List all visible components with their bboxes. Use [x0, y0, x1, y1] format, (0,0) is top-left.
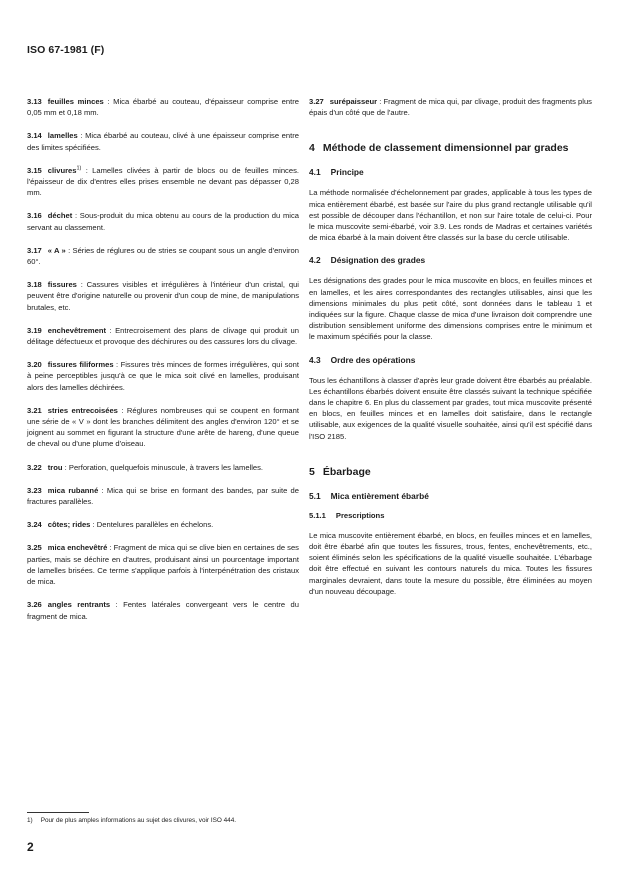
definition-entry: 3.17 « A » : Séries de réglures ou de stries se coupant sous un angle d'environ 60°. — [27, 245, 299, 267]
entry-term: enchevêtrement — [47, 325, 107, 335]
entry-text: Perforation, quelquefois minuscule, à travers les lamelles. — [68, 462, 264, 472]
entry-text: Mica qui se brise en formant des bandes, par suite de fractures parallèles. — [27, 485, 299, 507]
section-heading: 5 Ébarbage — [309, 465, 371, 478]
entry-term: mica rubanné — [47, 485, 99, 495]
entry-text: Lamelles clivées à partir de blocs ou de feuilles minces. l'épaisseur de dix d'entres elles prises ensemble ne devant pas dépasser 0,28 mm. — [27, 165, 299, 198]
entry-term: déchet — [47, 211, 73, 221]
page-number: 2 — [27, 840, 34, 854]
entry-text: Réglures nombreuses qui se coupent en formant une série de « V » dont les branches délimitent des angles d'environ 120° et se joignent au sommet en figurant la structure d'une arête de hareng, d'une queue de cheval ou d'une plume d'oiseau. — [27, 405, 299, 449]
entry-term: fissures filiformes — [47, 360, 114, 370]
definition-entry: 3.18 fissures : Cassures visibles et irrégulières à l'intérieur d'un cristal, qui peuvent être d'origine naturelle ou provenir d'un coup de mine, de manipulations brutales, etc. — [27, 280, 299, 312]
entry-text: Mica ébarbé au couteau, d'épaisseur comprise entre 0,05 mm et 0,18 mm. — [27, 97, 299, 118]
entry-text: Dentelures parallèles en échelons. — [96, 520, 214, 530]
right-column — [309, 96, 592, 609]
footnote-mark: 1) — [27, 817, 33, 824]
entry-term: clivures — [47, 165, 77, 175]
definition-entry: 3.20 fissures filiformes : Fissures très minces de formes irrégulières, qui sont à peine perceptibles jusqu'à ce que le mica soit clivé en lamelles, produisant alors des lamelles déchirées. — [27, 360, 299, 392]
entry-text: Séries de réglures ou de stries se coupant sous un angle d'environ 60°. — [27, 245, 299, 267]
entry-number: 3.19 — [27, 325, 42, 335]
entry-number: 3.20 — [27, 360, 42, 370]
entry-text: Mica ébarbé au couteau, clivé à une épaisseur comprise entre des limites spécifiées. — [27, 131, 299, 152]
entry-number: 3.13 — [27, 97, 42, 106]
entry-number: 3.24 — [27, 520, 42, 530]
entry-term: stries entrecoisées — [47, 405, 118, 415]
entry-number: 3.15 — [27, 165, 42, 175]
entry-number: 3.14 — [27, 131, 42, 141]
entry-number: 3.21 — [27, 405, 42, 415]
definition-entry: 3.19 enchevêtrement : Entrecroisement des plans de clivage qui produit un délitage défectueux et provoque des déchirures ou des cassures lors du clivage. — [27, 325, 299, 347]
definition-entry: 3.25 mica enchevêtré : Fragment de mica qui se clive bien en certaines de ses parties, mais se déchire en d'autres, produisant ainsi un pourcentage important de lamelles brisées. Ce terme s'applique parfois à l'interpénétration des cristaux de mica. — [27, 543, 299, 587]
entry-number: 3.25 — [27, 543, 42, 553]
entry-number: 3.23 — [27, 485, 42, 495]
subsection-heading: 5.1 Mica entièrement ébarbé — [309, 490, 429, 501]
document-id: ISO 67-1981 (F) — [27, 44, 105, 56]
entry-term: angles rentrants — [47, 600, 111, 610]
left-column — [27, 96, 299, 634]
definition-entry: 3.21 stries entrecoisées : Réglures nombreuses qui se coupent en formant une série de « V » dont les branches délimitent des angles d'environ 120° et se joignent au sommet en figurant la structure d'une arête de hareng, d'une queue de cheval ou d'une plume d'oiseau. — [27, 405, 299, 449]
paragraph: Les désignations des grades pour le mica muscovite en blocs, en feuilles minces et en lamelles, et les aires correspondantes des rectangles utilisables, ainsi que les dimensions minimales du plus petit côté, sont données dans le tableau 1 et indiquées sur la figure. Chaque classe de mica d'une livraison doit comprendre une distribution sensiblement uniforme des dimensions comprises entre le minimum et le maximum spécifiés pour la classe. — [309, 276, 592, 342]
subsection-heading: 4.1 Principe — [309, 167, 364, 178]
entry-text: Entrecroisement des plans de clivage qui produit un délitage défectueux et provoque des déchirures ou des cassures lors du clivage. — [27, 325, 299, 347]
definition-entry: 3.14 lamelles : Mica ébarbé au couteau, clivé à une épaisseur comprise entre des limites spécifiées. — [27, 131, 299, 152]
definition-entry: 3.13 feuilles minces : Mica ébarbé au couteau, d'épaisseur comprise entre 0,05 mm et 0,18 mm. — [27, 97, 299, 118]
entry-term: « A » — [47, 245, 66, 255]
entry-text: Cassures visibles et irrégulières à l'intérieur d'un cristal, qui peuvent être d'origine naturelle ou provenir d'un coup de mine, de manipulations brutales, etc. — [27, 280, 299, 312]
entry-number: 3.27 — [309, 97, 324, 106]
subsection-heading: 4.3 Ordre des opérations — [309, 354, 416, 365]
entry-term: côtes; rides — [47, 520, 91, 530]
entry-term: surépaisseur — [329, 97, 378, 106]
paragraph: Tous les échantillons à classer d'après leur grade doivent être ébarbés au préalable. Les échantillons ébarbés doivent ensuite être classés suivant la technique spécifiée dans le chapitre 6. En plus du classement par grades, tout mica muscovite présenté en blocs, en feuilles minces et en lamelles doit satisfaire, dans le rectangle utilisable, aux exigences de la qualité visuelle souhaitée, ainsi qu'il est spécifié dans l'ISO 2185. — [309, 375, 593, 441]
footnote-text: Pour de plus amples informations au sujet des clivures, voir ISO 444. — [40, 817, 237, 824]
definition-entry: 3.22 trou : Perforation, quelquefois minuscule, à travers les lamelles. — [27, 462, 264, 472]
entry-text: Sous-produit du mica obtenu au cours de la production du mica servant au classement. — [27, 211, 299, 232]
definition-entry: 3.23 mica rubanné : Mica qui se brise en formant des bandes, par suite de fractures parallèles. — [27, 485, 299, 507]
definition-entry: 3.15 clivures$^{1)}$ : Lamelles clivées à partir de blocs ou de feuilles minces. l'épaisseur de dix d'entres elles prises ensemble ne devant pas dépasser 0,28 mm. — [27, 165, 299, 198]
entry-term: fissures — [47, 280, 77, 290]
definition-entry: 3.16 déchet : Sous-produit du mica obtenu au cours de la production du mica servant au classement. — [27, 211, 299, 232]
entry-number: 3.18 — [27, 280, 42, 290]
entry-text: Fentes latérales convergeant vers le centre du fragment de mica. — [27, 600, 299, 621]
subsection-heading: 4.2 Désignation des grades — [309, 255, 426, 266]
paragraph: Le mica muscovite entièrement ébarbé, en blocs, en feuilles minces et en lamelles, doit être ébarbé afin que toutes les fissures, trous, fentes, enchevêtrements, etc., soient éliminés selon les spécifications de la qualité visuelle souhaitée. L'ébarbage doit être effectué en suivant les contours naturels du mica. Toutes les fissures marginales devraient, dans toute la mesure du possible, être éliminées au moyen d'un nouveau découpage. — [309, 530, 592, 596]
paragraph: La méthode normalisée d'échelonnement par grades, applicable à tous les types de mica entièrement ébarbé, est basée sur l'aire du plus grand rectangle utilisable qu'il est possible de découper dans l'échantillon, et non sur l'aire totale de celui-ci. Pour le mica muscovite semi-ébarbé, voir 3.9. Les ronds de Madras et certaines variétés de mica ébarbé à la main doivent être classés sur la base du cercle utilisable. — [309, 188, 592, 243]
definition-entry: 3.24 côtes; rides : Dentelures parallèles en échelons. — [27, 520, 214, 530]
definition-entry: 3.26 angles rentrants : Fentes latérales convergeant vers le centre du fragment de mica. — [27, 600, 299, 621]
entry-text: Fissures très minces de formes irrégulières, qui sont à peine perceptibles jusqu'à ce que le mica soit clivé en lamelles, produisant alors des lamelles déchirées. — [27, 360, 299, 392]
entry-text: Fragment de mica qui se clive bien en certaines de ses parties, mais se déchire en d'autres, produisant ainsi un pourcentage important de lamelles brisées. Ce terme s'applique parfois à l'interpénétration des cristaux de mica. — [27, 543, 299, 587]
entry-term: feuilles minces — [47, 97, 104, 106]
footnote — [27, 817, 236, 824]
entry-number: 3.16 — [27, 211, 42, 221]
subsubsection-heading: 5.1.1 Prescriptions — [309, 510, 385, 520]
entry-number: 3.22 — [27, 462, 42, 472]
footnote-reference: 1) — [76, 165, 82, 172]
entry-term: trou — [47, 462, 63, 472]
footnote-rule — [27, 812, 89, 813]
definition-entry: 3.27 surépaisseur : Fragment de mica qui, par clivage, produit des fragments plus épais d'un côté que de l'autre. — [309, 97, 592, 118]
entry-number: 3.26 — [27, 600, 42, 610]
section-heading: 4 Méthode de classement dimensionnel par grades — [309, 142, 569, 155]
entry-term: lamelles — [47, 131, 78, 141]
entry-text: Fragment de mica qui, par clivage, produit des fragments plus épais d'un côté que de l'autre. — [309, 97, 592, 118]
entry-number: 3.17 — [27, 245, 42, 255]
entry-term: mica enchevêtré — [47, 543, 108, 553]
